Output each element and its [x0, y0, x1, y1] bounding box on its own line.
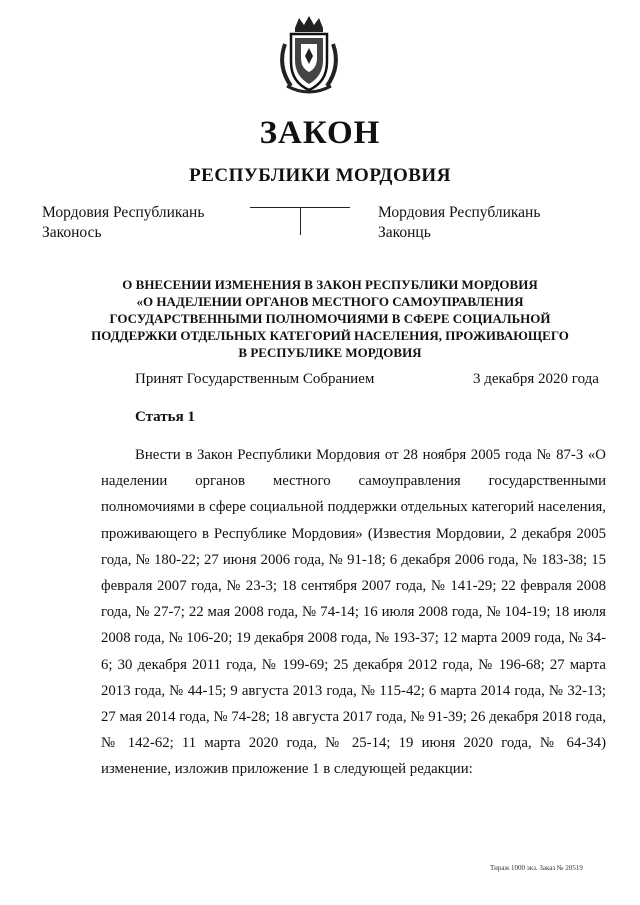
coat-of-arms-icon — [273, 14, 345, 96]
separator-tick — [300, 207, 301, 235]
adoption-statement: Принят Государственным Собранием — [135, 371, 375, 387]
heading-line: О ВНЕСЕНИИ ИЗМЕНЕНИЯ В ЗАКОН РЕСПУБЛИКИ МОРДОВИЯ — [122, 277, 538, 292]
heading-line: В РЕСПУБЛИКЕ МОРДОВИЯ — [238, 345, 422, 360]
article-body: Внести в Закон Республики Мордовия от 28 ноября 2005 года № 87-З «О наделении органов местного самоуправления государственными полномочиями в сфере социальной поддержки отдельных категорий населения, проживающего в Республике Мордовия» (Известия Мордовии, 2 декабря 2005 года, № 180-22; 27 июня 2006 года, № 91-18; 6 декабря 2006 года, № 183-38; 15 февраля 2007 года, № 23-3; 18 сентября 2007 года, № 141-29; 22 февраля 2008 года, № 27-7; 22 мая 2008 года, № 74-14; 16 июля 2008 года, № 104-19; 18 июля 2008 года, № 106-20; 19 декабря 2008 года, № 193-37; 12 марта 2009 года, № 34-6; 30 декабря 2011 года, № 199-69; 25 декабря 2012 года, № 196-68; 27 марта 2013 года, № 44-15; 9 августа 2013 года, № 115-42; 6 марта 2014 года, № 32-13; 27 мая 2014 года, № 74-28; 18 августа 2017 года, № 91-39; 26 декабря 2018 года, № 142-62; 11 марта 2020 года, № 25-14; 19 июня 2020 года, № 64-34) изменение, изложив приложение 1 в следующей редакции: — [101, 447, 607, 778]
erzya-caption-line-2: Законць — [378, 224, 431, 241]
heading-line: ПОДДЕРЖКИ ОТДЕЛЬНЫХ КАТЕГОРИЙ НАСЕЛЕНИЯ, ПРОЖИВАЮЩЕГО — [91, 328, 569, 343]
heading-line: ГОСУДАРСТВЕННЫМИ ПОЛНОМОЧИЯМИ В СФЕРЕ СОЦИАЛЬНОЙ — [109, 311, 551, 326]
adoption-date: 3 декабря 2020 года — [473, 371, 599, 387]
print-run-note: Тираж 1000 экз. Заказ № 20519 — [490, 864, 583, 872]
heading-line: «О НАДЕЛЕНИИ ОРГАНОВ МЕСТНОГО САМОУПРАВЛЕНИЯ — [136, 294, 524, 309]
republic-subtitle: РЕСПУБЛИКИ МОРДОВИЯ — [189, 165, 451, 186]
law-title: ЗАКОН — [259, 115, 381, 151]
moksha-caption-line-2: Законось — [42, 224, 102, 241]
article-title: Статья 1 — [135, 409, 195, 425]
moksha-caption — [42, 203, 204, 243]
law-heading — [80, 276, 580, 361]
erzya-caption-line-1: Мордовия Республикань — [378, 204, 541, 221]
erzya-caption — [378, 203, 540, 243]
moksha-caption-line-1: Мордовия Республикань — [42, 204, 205, 221]
